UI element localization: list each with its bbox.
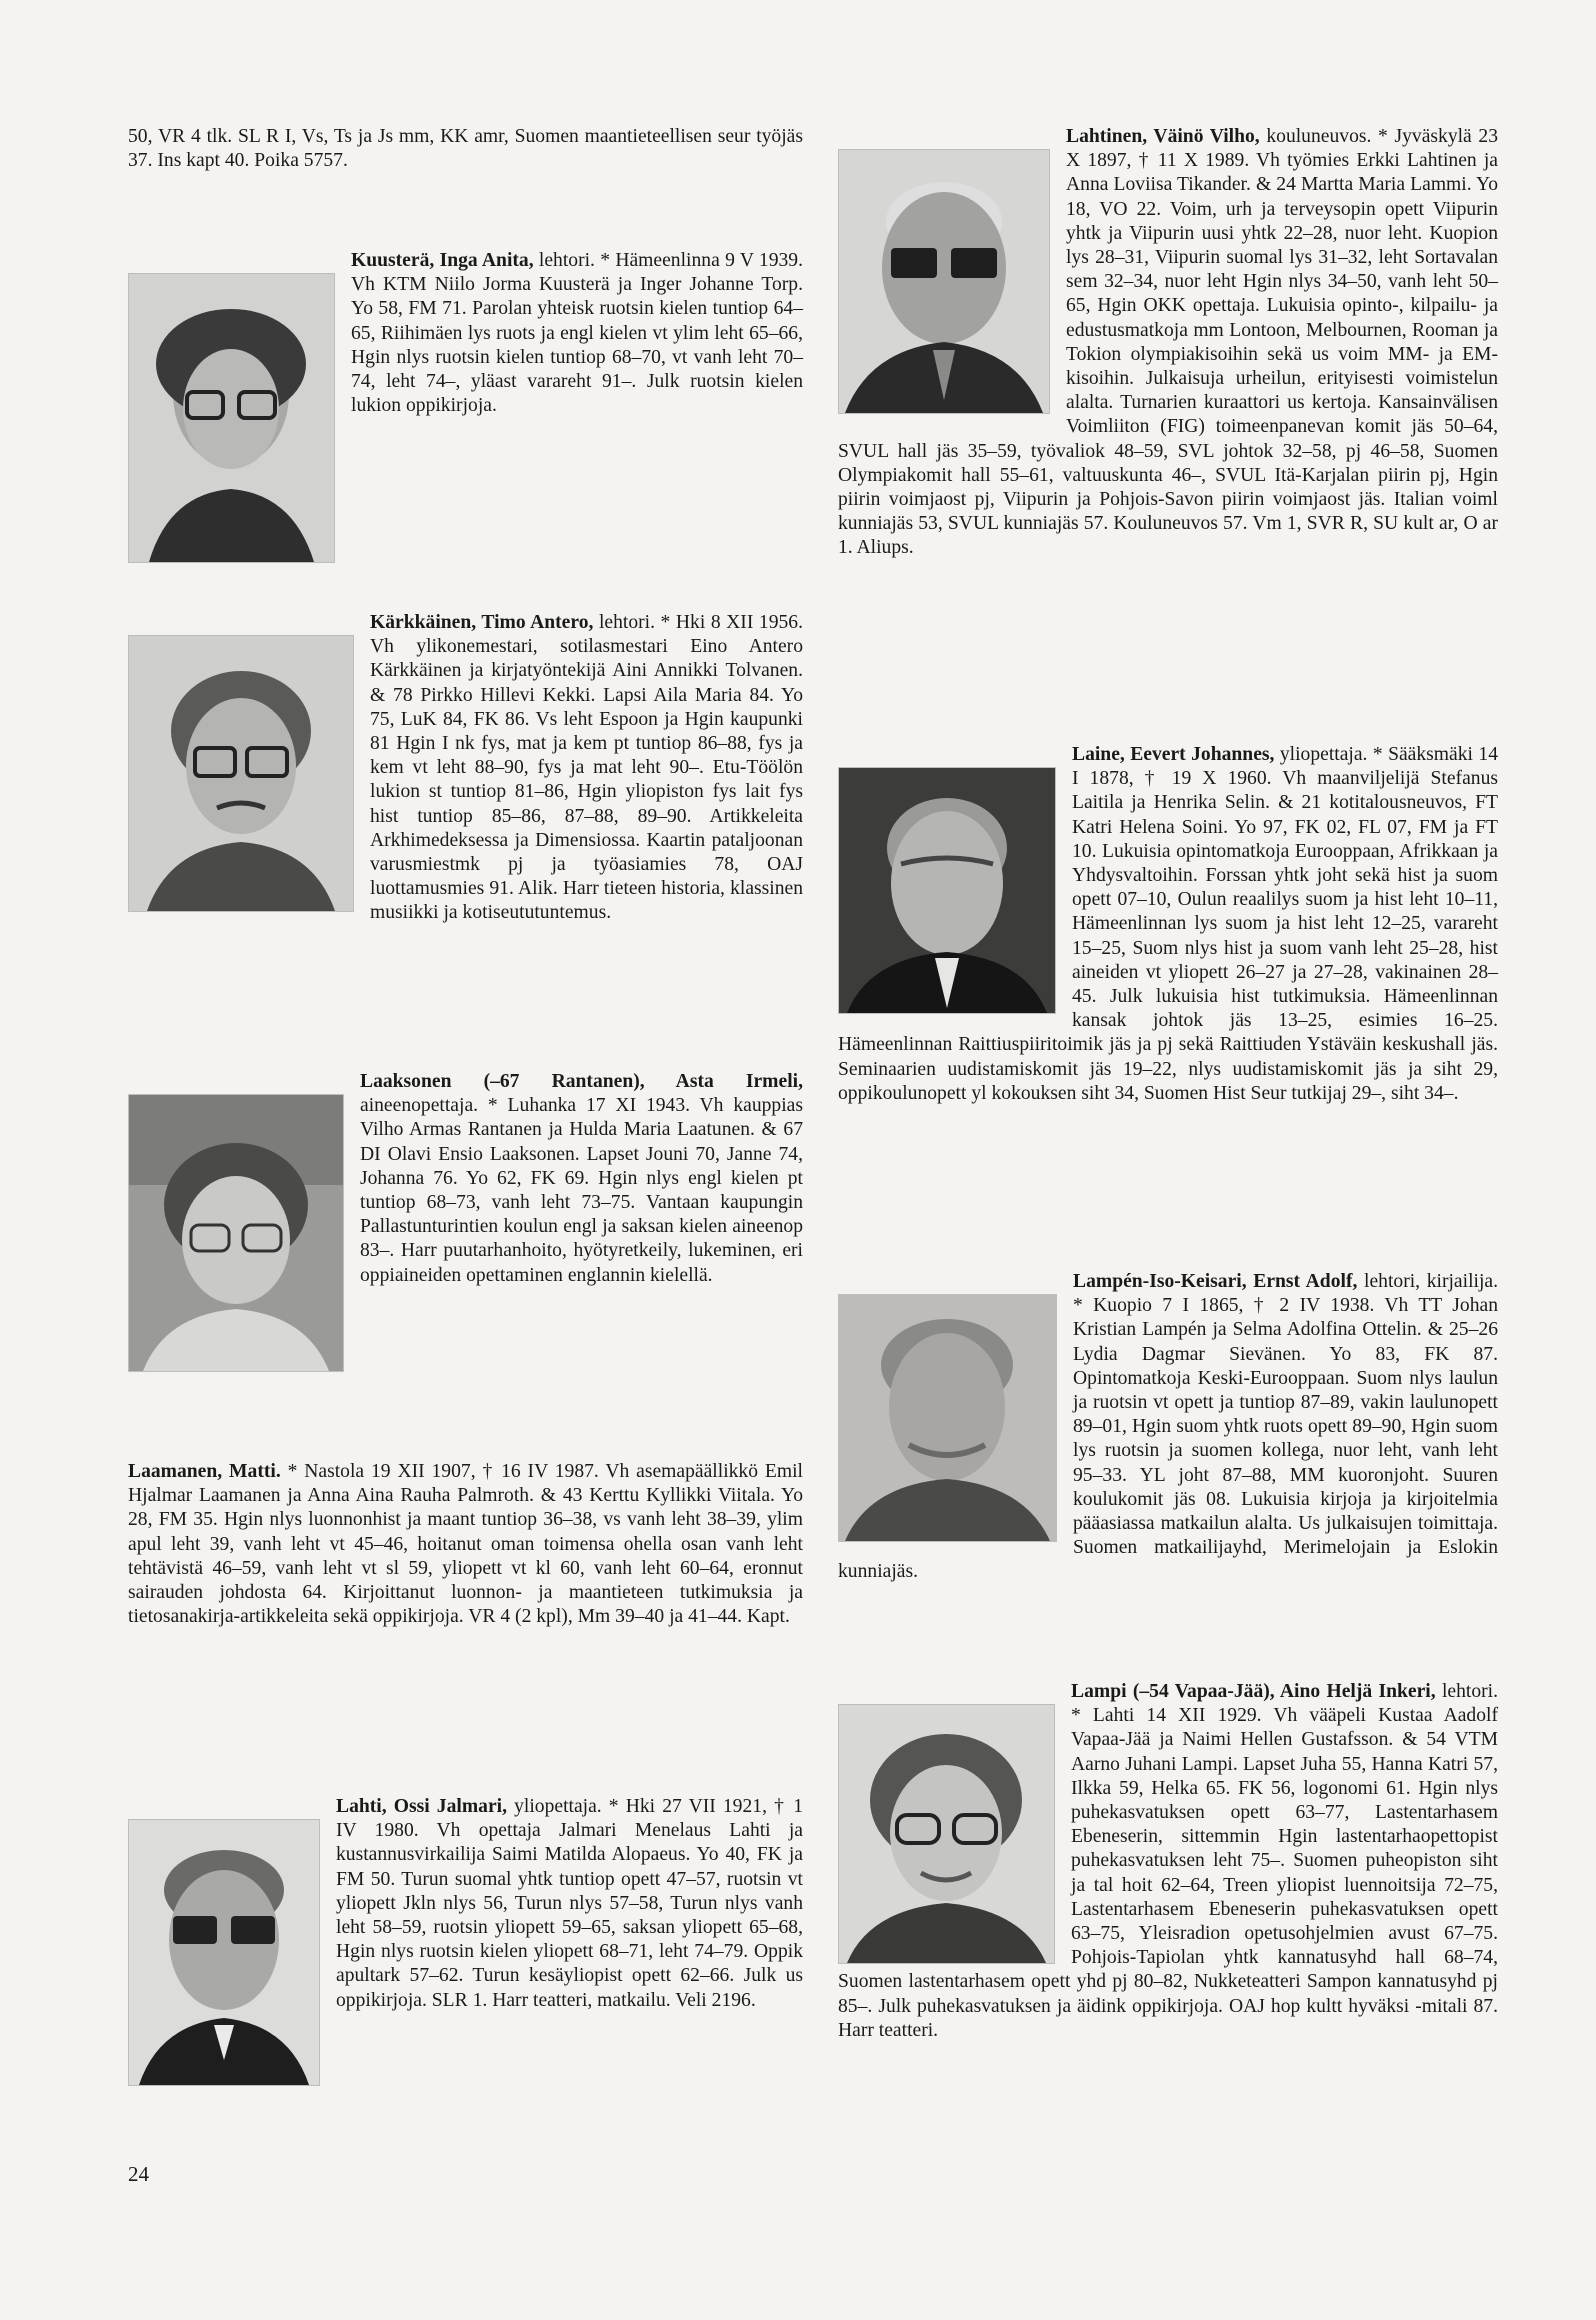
entry-text: aineenopettaja. * Luhanka 17 XI 1943. Vh kauppias Vilho Armas Rantanen ja Hulda Maria Laatunen. & 67 DI Olavi Ensio Laaksonen. Lapset Jouni 70, Janne 74, Johanna 76. Yo 62, FK 69. Hgin nlys engl kielen pt tuntiop 68–73, vanh leht 73–75. Vantaan kaupungin Pallastunturintien koulun engl ja saksan kielen aineenop 83–. Harr puutarhanhoito, hyötyretkeily, lukeminen, eri oppiaineiden opettaminen englannin kielellä. xyxy=(360,1095,803,1286)
entry-text: lehtori. * Hämeenlinna 9 V 1939. Vh KTM Niilo Jorma Kuusterä ja Inger Johanne Torp. Yo 58, FM 71. Parolan yhteisk ruotsin kielen tuntiop 64–65, Riihimäen lys ruots ja engl kielen vt ylim leht 65–66, Hgin nlys ruotsin kielen tuntiop 68–70, vt vanh leht 70–74, leht 74–, yläast varareht 91–. Julk ruotsin kielen lukion oppikirjoja. xyxy=(351,250,803,417)
biography-entry xyxy=(838,125,1498,561)
person-name: Lampén-Iso-Keisari, Ernst Adolf, xyxy=(1073,1271,1358,1292)
person-name: Laamanen, Matti. xyxy=(128,1461,281,1482)
entry-text: lehtori. * Lahti 14 XII 1929. Vh vääpeli Kustaa Aadolf Vapaa-Jää ja Naimi Hellen Gustafsson. & 54 VTM Aarno Juhani Lampi. Lapset Juha 55, Hanna Katri 57, Ilkka 59, Helka 65. FK 56, logonomi 61. Hgin nlys puhekasvatuksen opett 63–77, Lastentarhasem Ebeneserin, sittemmin Hgin lastentarhaopettopist puhekasvatuksen leht 75–. Suomen puheopiston siht ja tal hoit 62–64, Treen yliopist luennoitsija 72–75, Lastentarhasem Ebeneserin puhekasvatuksen opett 63–75, Yleisradion opetusohjelmien avust 67–75. Pohjois-Tapiolan yhtk kannatusyhd hall 68–74, Suomen lastentarhasem opett yhd pj 80–82, Nukketeatteri Sampon kannatusyhd pj 85–. Julk puhekasvatuksen ja äidink oppikirjoja. OAJ hop kultt hyväksi -mitali 87. Harr teatteri. xyxy=(838,1681,1499,2041)
person-name: Kärkkäinen, Timo Antero, xyxy=(370,612,594,633)
entry-text: * Nastola 19 XII 1907, † 16 IV 1987. Vh asemapäällikkö Emil Hjalmar Laamanen ja Anna Aina Rauha Palmroth. & 43 Kerttu Kyllikki Viitala. Yo 28, FM 35. Hgin nlys luonnonhist ja maant tuntiop 36–38, vs vanh leht 38–39, ylim apul leht 39, vanh leht vt 45–46, hoitanut oman toimensa ohella osan vanh leht tehtävistä 46–59, vanh leht vt sl 59, yliopett vt kl 60, vanh leht 60–64, eronnut sairauden johdosta 64. Kirjoittanut luonnon- ja maantieteen tutkimuksia ja tietosanakirja-artikkeleita sekä oppikirjoja. VR 4 (2 kpl), Mm 39–40 ja 41–44. Kapt. xyxy=(128,1461,803,1628)
person-name: Laine, Eevert Johannes, xyxy=(1072,744,1275,765)
entry-text: kouluneuvos. * Jyväskylä 23 X 1897, † 11 X 1989. Vh työmies Erkki Lahtinen ja Anna Loviisa Tikander. & 24 Martta Maria Lammi. Yo 18, VO 22. Voim, urh ja terveysopin opett Viipurin yhtk ja Viipurin uusi yhtk 22–28, nuor leht. Kuopion lys 28–31, Viipurin suomal lys 31–32, leht Sortavalan sem 32–34, nuor leht Hgin nlys 34–50, vanh leht 50–65, Hgin OKK opettaja. Lukuisia opinto-, kilpailu- ja edustusmatkoja mm Lontoon, Melbournen, Rooman ja Tokion olympiakisoihin sekä us voim MM- ja EM-kisoihin. Julkaisuja urheilun, erityisesti voimistelun alalta. Turnarien kuraattori us kertoja. Kansainvälisen Voimliiton (FIG) toimeenpanevan komit jäs 50–64, SVUL hall jäs 35–59, työvaliok 48–59, SVL johtok 32–58, pj 46–58, Suomen Olympiakomit hall 55–61, valtuuskunta 46–, SVUL Itä-Karjalan piirin pj, Hgin piirin voimjaost pj, Viipurin ja Pohjois-Savon piirin voimjaost jäs. Italian voiml kunniajäs 53, SVUL kunniajäs 57. Kouluneuvos 57. Vm 1, SVR R, SU kult ar, O ar 1. Aliups. xyxy=(838,126,1498,559)
portrait-photo xyxy=(838,149,1050,414)
entry-text: lehtori, kirjailija. * Kuopio 7 I 1865, † 2 IV 1938. Vh TT Johan Kristian Lampén ja Selma Adolfina Ottelin. & 25–26 Lydia Dagmar Sievänen. Yo 83, FK 87. Opintomatkoja Keski-Eurooppaan. Suom nlys laulun ja ruotsin vt opett ja tuntiop 87–89, vakin laulunopett 89–01, Hgin suom yhtk ruots opett 89–90, Hgin suom lys ruotsin ja suomen kollega, nuor leht, vanh leht 95–33. YL joht 87–88, MM kuoronjoht. Suuren koulukomit jäs 08. Lukuisia kirjoja ja kirjoitelmia pääasiassa matkailun alalta. Us julkaisujen toimittaja. Suomen matkailijayhd, Merimelojain ja Eslokin kunniajäs. xyxy=(838,1271,1499,1583)
biography-entry xyxy=(838,1680,1498,2043)
person-name: Kuusterä, Inga Anita, xyxy=(351,250,534,271)
portrait-photo xyxy=(128,635,354,912)
portrait-photo xyxy=(838,1704,1055,1964)
biography-entry xyxy=(128,1460,803,1629)
biography-entry xyxy=(838,1270,1498,1585)
continuation-text xyxy=(128,125,803,173)
person-name: Lahti, Ossi Jalmari, xyxy=(336,1796,507,1817)
biography-entry xyxy=(838,743,1498,1106)
entry-text: yliopettaja. * Sääksmäki 14 I 1878, † 19 X 1960. Vh maanviljelijä Stefanus Laitila ja Henrika Selin. & 21 kotitalousneuvos, FT Katri Helena Soini. Yo 97, FK 02, FL 07, FM ja FT 10. Lukuisia opintomatkoja Eurooppaan, Afrikkaan ja Yhdysvaltoihin. Forssan yhtk joht sekä hist ja suom opett 07–10, Oulun reaalilys suom ja hist leht 10–11, Hämeenlinnan lys suom ja hist leht 12–25, varareht 15–25, Suom nlys hist ja suom vanh leht 25–28, hist aineiden vt yliopett 26–27 ja 27–28, vakinainen 28–45. Julk lukuisia hist tutkimuksia. Hämeenlinnan kansak johtok jäs 13–25, esimies 16–25. Hämeenlinnan Raittiuspiiritoimik jäs ja pj sekä Raittiuden Ystäväin keskushall jäs. Seminaarien uudistamiskomit jäs 19–22, nlys uudistamiskomit jäs ja siht 29, oppikoulunopett yl kokouksen siht 34, Suomen Hist Seur tutkijaj 29–, siht 34–. xyxy=(838,744,1498,1104)
biography-entry xyxy=(128,1795,803,2092)
portrait-photo xyxy=(128,1094,344,1372)
page-number: 24 xyxy=(128,2162,149,2186)
entry-text: 50, VR 4 tlk. SL R I, Vs, Ts ja Js mm, KK amr, Suomen maantieteellisen seur työjäs 37. Ins kapt 40. Poika 5757. xyxy=(128,126,803,172)
portrait-photo xyxy=(838,1294,1057,1542)
portrait-photo xyxy=(128,1819,320,2086)
entry-text: lehtori. * Hki 8 XII 1956. Vh ylikonemestari, sotilasmestari Eino Antero Kärkkäinen ja kirjatyöntekijä Aini Annikki Tolvanen. & 78 Pirkko Hillevi Kekki. Lapsi Aila Maria 84. Yo 75, LuK 84, FK 86. Vs leht Espoon ja Hgin kaupunki 81 Hgin I nk fys, mat ja kem pt tuntiop 86–88, fys ja kem vt leht 88–90, fys ja mat leht 90–. Etu-Töölön lukion st tuntiop 81–86, Hgin yliopiston fys lait fys hist tuntiop 85–86, 87–88, 89–90. Artikkeleita Arkhimedeksessa ja Dimensiossa. Kaartin pataljoonan varusmiestmk pj ja työasiamies 78, OAJ luottamusmies 91. Alik. Harr tieteen historia, klassinen musiikki ja kotiseututuntemus. xyxy=(370,612,803,924)
person-name: Lampi (–54 Vapaa-Jää), Aino Heljä Inkeri, xyxy=(1071,1681,1436,1702)
biography-entry xyxy=(128,1070,803,1378)
portrait-photo xyxy=(838,767,1056,1014)
entry-text: yliopettaja. * Hki 27 VII 1921, † 1 IV 1980. Vh opettaja Jalmari Menelaus Lahti ja kustannusvirkailija Saimi Matilda Alopaeus. Yo 40, FK ja FM 50. Turun suomal yhtk tuntiop opett 47–57, ruotsin vt yliopett Jkln nlys 56, Turun nlys 57–58, Turun nlys vanh leht 58–59, ruotsin yliopett 59–65, saksan yliopett 65–68, Hgin nlys ruotsin kielen yliopett 68–71, leht 74–79. Oppik apultark 57–62. Turun kesäyliopist opett 62–66. Julk us oppikirjoja. SLR 1. Harr teatteri, matkailu. Veli 2196. xyxy=(336,1796,803,2011)
biography-entry xyxy=(128,611,803,926)
person-name: Laaksonen (–67 Rantanen), Asta Irmeli, xyxy=(360,1071,803,1092)
person-name: Lahtinen, Väinö Vilho, xyxy=(1066,126,1260,147)
biography-entry xyxy=(128,249,803,569)
portrait-photo xyxy=(128,273,335,563)
